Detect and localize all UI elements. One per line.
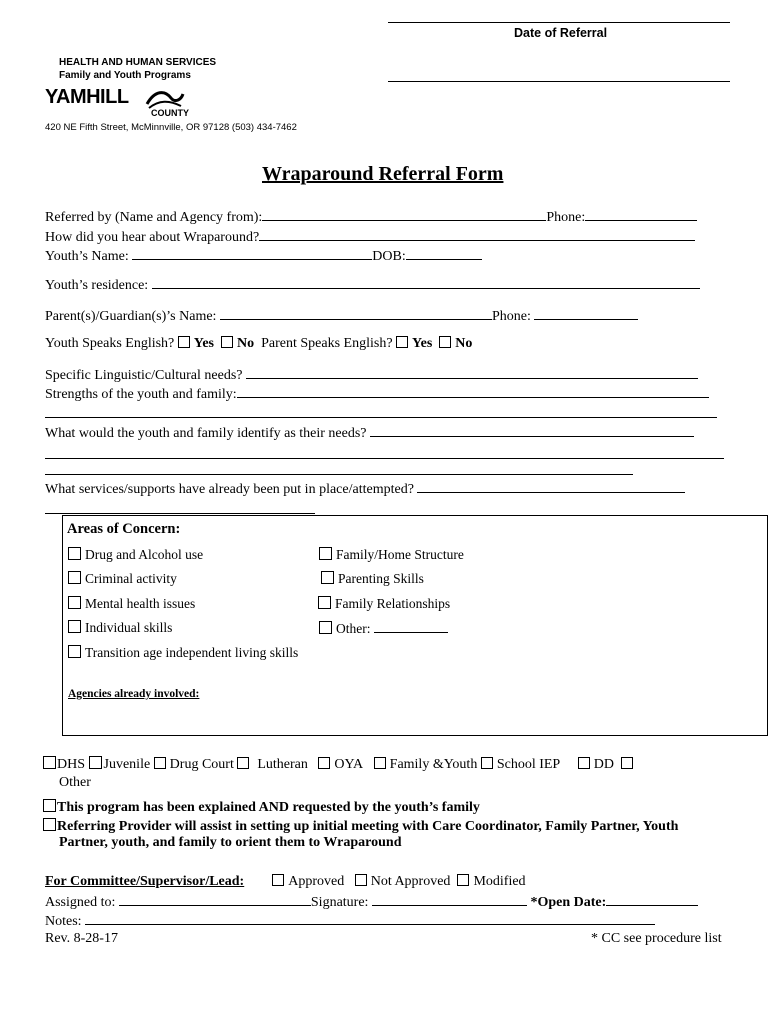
open-date-field[interactable] xyxy=(606,893,698,906)
concern-label: Parenting Skills xyxy=(338,571,424,586)
date-line xyxy=(388,22,730,23)
needs-field[interactable] xyxy=(370,424,694,437)
agency-label: DHS xyxy=(57,757,86,772)
agencies-involved-label: Agencies already involved: xyxy=(68,688,200,700)
areas-of-concern-box xyxy=(62,515,768,736)
checkbox[interactable] xyxy=(68,547,81,560)
residence-row xyxy=(45,276,700,294)
concern-label: Drug and Alcohol use xyxy=(85,547,204,562)
assigned-field[interactable] xyxy=(119,893,311,906)
parent-english-label: Parent Speaks English? xyxy=(261,336,393,351)
checkbox[interactable] xyxy=(68,571,81,584)
parent-name-label: Parent(s)/Guardian(s)’s Name: xyxy=(45,309,217,324)
concern-label: Criminal activity xyxy=(85,571,177,586)
services-label: What services/supports have already been put in place/attempted? xyxy=(45,482,414,497)
concern-label: Other: xyxy=(336,621,371,636)
school-iep-checkbox[interactable] xyxy=(481,757,493,769)
notes-row xyxy=(45,912,655,930)
parent-name-field[interactable] xyxy=(220,307,492,320)
parent-english-no-checkbox[interactable] xyxy=(439,336,451,348)
how-heard-label: How did you hear about Wraparound? xyxy=(45,230,260,245)
checkbox[interactable] xyxy=(68,620,81,633)
not-approved-label: Not Approved xyxy=(370,874,451,889)
other-agency-label: Other xyxy=(59,775,91,790)
logo-wave-icon xyxy=(145,86,185,110)
agency-label: Juvenile xyxy=(103,757,151,772)
concern-other-field[interactable] xyxy=(374,620,448,633)
concern-transition-age[interactable] xyxy=(68,645,298,661)
open-date-label: *Open Date: xyxy=(530,895,607,910)
services-field[interactable] xyxy=(417,480,685,493)
linguistic-row xyxy=(45,366,698,384)
residence-field[interactable] xyxy=(152,276,700,289)
checkbox[interactable] xyxy=(321,571,334,584)
committee-row xyxy=(45,874,526,890)
parent-english-yes-checkbox[interactable] xyxy=(396,336,408,348)
parent-phone-label: Phone: xyxy=(491,309,531,324)
youth-english-no-checkbox[interactable] xyxy=(221,336,233,348)
date-of-referral-label: Date of Referral xyxy=(514,26,608,40)
parent-name-row xyxy=(45,307,638,325)
assist-label: Referring Provider will assist in setting up initial meeting with Care Coordinator, Family Partner, Youth xyxy=(57,819,679,834)
concern-mental-health[interactable] xyxy=(68,596,195,612)
date-field-line[interactable] xyxy=(388,81,730,82)
department-name: HEALTH AND HUMAN SERVICES xyxy=(59,57,217,68)
checkbox[interactable] xyxy=(319,547,332,560)
agency-label: DD xyxy=(593,757,614,772)
needs-extra-line-2[interactable] xyxy=(45,474,633,475)
referred-by-label: Referred by (Name and Agency from): xyxy=(45,210,263,225)
yes-label: Yes xyxy=(193,336,214,351)
no-label: No xyxy=(455,336,473,351)
strengths-extra-line[interactable] xyxy=(45,417,717,418)
how-heard-field[interactable] xyxy=(259,228,695,241)
dob-label: DOB: xyxy=(372,249,406,264)
residence-label: Youth’s residence: xyxy=(45,278,149,293)
concern-label: Transition age independent living skills xyxy=(85,645,299,660)
concern-criminal[interactable] xyxy=(68,571,177,587)
assist-row xyxy=(43,818,678,835)
modified-checkbox[interactable] xyxy=(457,874,469,886)
checkbox[interactable] xyxy=(319,621,332,634)
no-label: No xyxy=(237,336,255,351)
referred-by-row xyxy=(45,208,697,226)
approved-checkbox[interactable] xyxy=(272,874,284,886)
needs-label: What would the youth and family identify as their needs? xyxy=(45,426,367,441)
family-youth-checkbox[interactable] xyxy=(374,757,386,769)
youth-english-label: Youth Speaks English? xyxy=(45,336,175,351)
concern-label: Family/Home Structure xyxy=(336,547,464,562)
linguistic-label: Specific Linguistic/Cultural needs? xyxy=(45,368,243,383)
juvenile-checkbox[interactable] xyxy=(89,756,102,769)
committee-heading: For Committee/Supervisor/Lead: xyxy=(45,874,245,889)
needs-extra-line-1[interactable] xyxy=(45,458,724,459)
concern-drug-alcohol[interactable] xyxy=(68,547,203,563)
notes-label: Notes: xyxy=(45,914,82,929)
agency-label: OYA xyxy=(334,757,364,772)
logo-main-text: YAMHILL xyxy=(45,86,129,108)
program-name: Family and Youth Programs xyxy=(59,70,191,81)
checkbox[interactable] xyxy=(68,645,81,658)
strengths-label: Strengths of the youth and family: xyxy=(45,387,237,402)
address: 420 NE Fifth Street, McMinnville, OR 97128 (503) 434-7462 xyxy=(45,122,297,133)
agency-label: Drug Court xyxy=(169,757,234,772)
approved-label: Approved xyxy=(288,874,345,889)
signature-label: Signature: xyxy=(310,895,369,910)
explained-row xyxy=(43,799,480,816)
parent-phone-field[interactable] xyxy=(534,307,638,320)
agency-label: Family &Youth xyxy=(389,757,478,772)
phone-field[interactable] xyxy=(585,208,697,221)
signature-field[interactable] xyxy=(372,893,527,906)
oya-checkbox[interactable] xyxy=(318,757,330,769)
agency-label: School IEP xyxy=(496,757,561,772)
explained-checkbox[interactable] xyxy=(43,799,56,812)
assist-label-line2: Partner, youth, and family to orient them to Wraparound xyxy=(59,835,402,850)
county-logo xyxy=(45,86,195,120)
logo-sub-text: COUNTY xyxy=(151,108,189,118)
assigned-label: Assigned to: xyxy=(45,895,116,910)
concern-family-relationships[interactable] xyxy=(318,596,450,612)
concern-family-home[interactable] xyxy=(319,547,464,563)
phone-label: Phone: xyxy=(546,210,586,225)
youth-name-label: Youth’s Name: xyxy=(45,249,129,264)
linguistic-field[interactable] xyxy=(246,366,698,379)
dd-checkbox[interactable] xyxy=(578,757,590,769)
checkbox[interactable] xyxy=(68,596,81,609)
agencies-row xyxy=(43,756,637,773)
concern-label: Mental health issues xyxy=(85,596,196,611)
strengths-field[interactable] xyxy=(237,385,709,398)
needs-row xyxy=(45,424,694,442)
english-row xyxy=(45,336,472,352)
areas-of-concern-heading: Areas of Concern: xyxy=(67,521,181,537)
lutheran-checkbox[interactable] xyxy=(237,757,249,769)
concern-other[interactable] xyxy=(319,620,448,637)
concern-label: Family Relationships xyxy=(335,596,451,611)
youth-name-field[interactable] xyxy=(132,247,372,260)
explained-label: This program has been explained AND requested by the youth’s family xyxy=(57,800,480,815)
modified-label: Modified xyxy=(473,874,526,889)
yes-label: Yes xyxy=(412,336,433,351)
youth-name-row xyxy=(45,247,482,265)
concern-label: Individual skills xyxy=(85,620,173,635)
cc-note: * CC see procedure list xyxy=(591,931,722,946)
assist-checkbox[interactable] xyxy=(43,818,56,831)
assigned-row xyxy=(45,893,698,911)
form-title: Wraparound Referral Form xyxy=(262,163,504,185)
not-approved-checkbox[interactable] xyxy=(355,874,367,886)
services-extra-line[interactable] xyxy=(45,513,315,514)
other-agency-checkbox[interactable] xyxy=(621,757,633,769)
checkbox[interactable] xyxy=(318,596,331,609)
referred-by-field[interactable] xyxy=(262,208,546,221)
services-row xyxy=(45,480,685,498)
concern-parenting[interactable] xyxy=(321,571,424,587)
notes-field[interactable] xyxy=(85,912,655,925)
strengths-row xyxy=(45,385,709,403)
revision-label: Rev. 8-28-17 xyxy=(45,931,118,946)
dob-field[interactable] xyxy=(406,247,482,260)
concern-individual-skills[interactable] xyxy=(68,620,172,636)
dhs-checkbox[interactable] xyxy=(43,756,56,769)
how-heard-row xyxy=(45,228,695,246)
youth-english-yes-checkbox[interactable] xyxy=(178,336,190,348)
agency-label: Lutheran xyxy=(257,757,308,772)
drug-court-checkbox[interactable] xyxy=(154,757,166,769)
